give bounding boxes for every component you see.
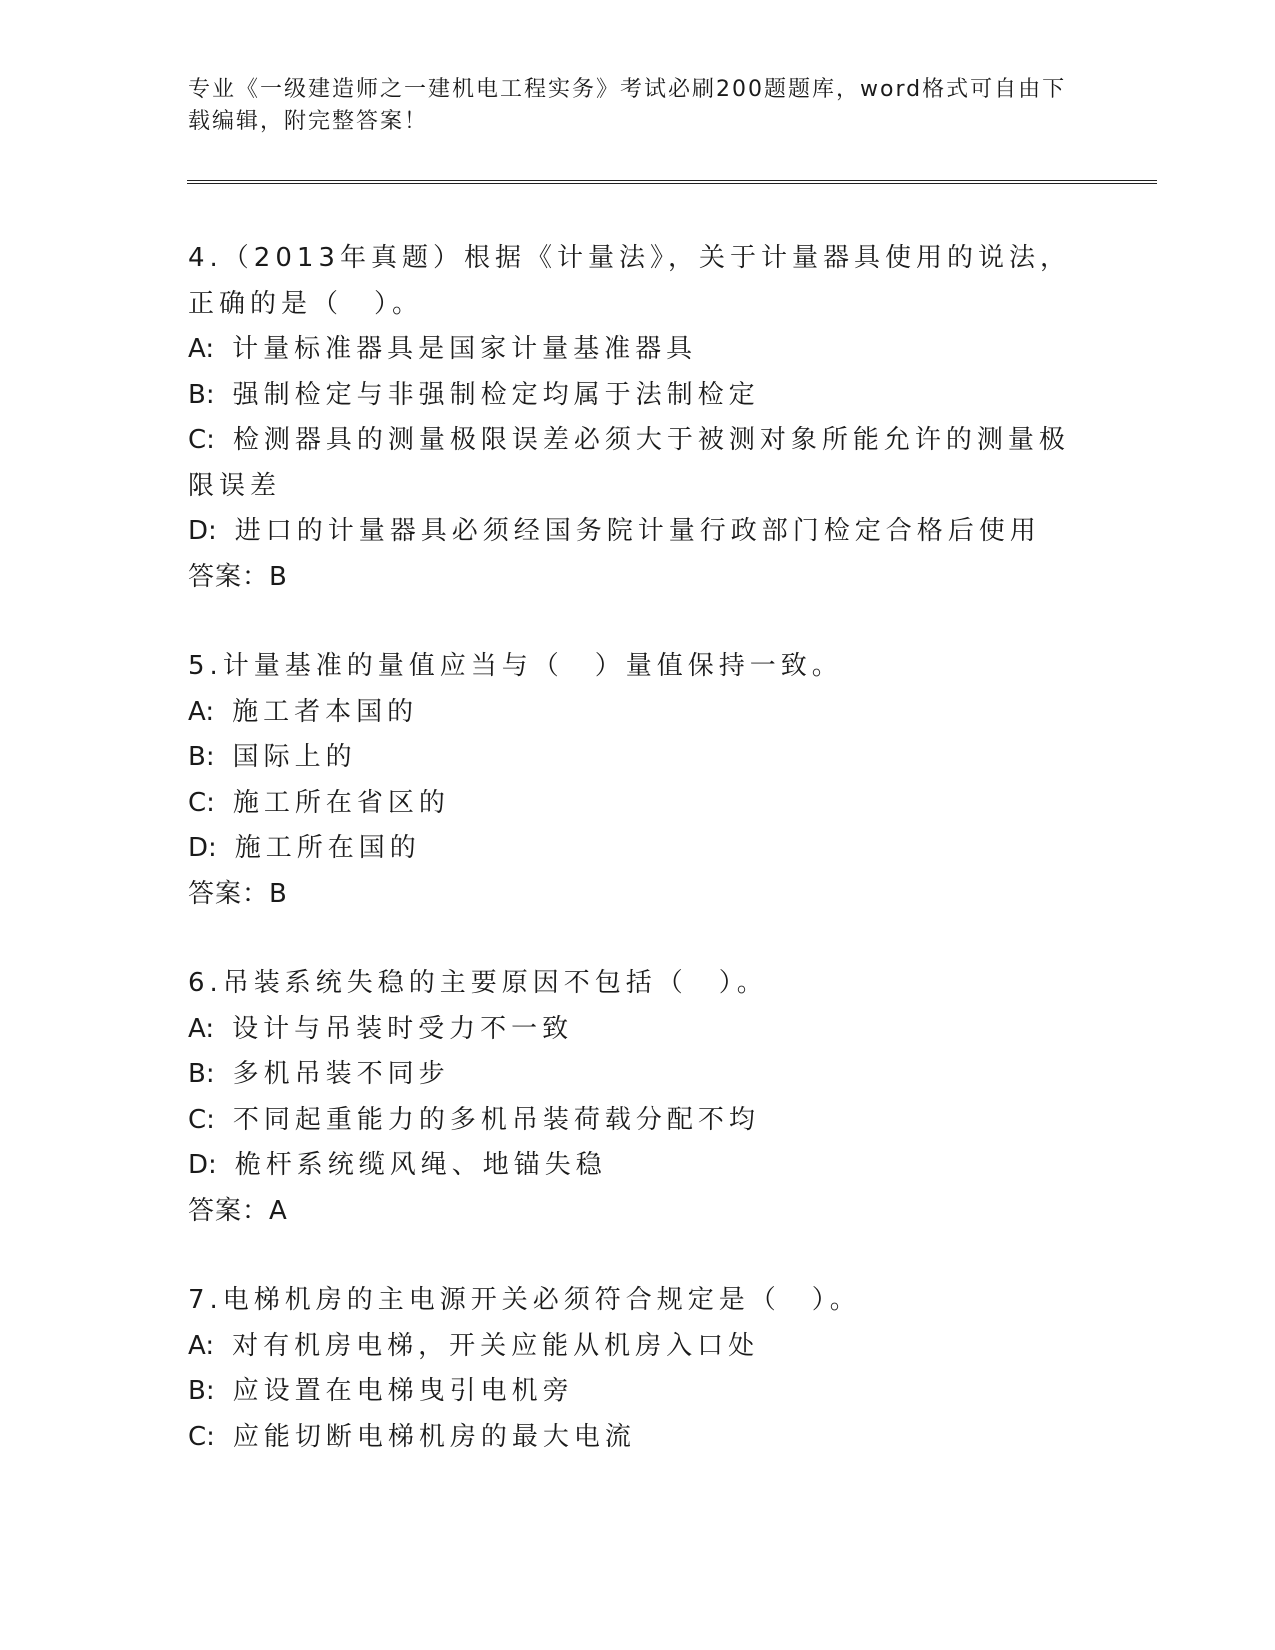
option-text: 强制检定与非强制检定均属于法制检定 <box>232 379 760 410</box>
option-a <box>188 690 1088 736</box>
option-text: 施工者本国的 <box>232 696 419 727</box>
question-6 <box>188 961 1088 1234</box>
option-text: 进口的计量器具必须经国务院计量行政部门检定合格后使用 <box>234 516 1041 546</box>
question-stem: 5.计量基准的量值应当与（ ）量值保持一致。 <box>188 651 843 681</box>
option-key: D: <box>188 1150 217 1180</box>
answer: 答案：B <box>188 561 288 592</box>
option-text: 多机吊装不同步 <box>232 1059 450 1089</box>
option-text: 设计与吊装时受力不一致 <box>232 1013 574 1044</box>
option-c <box>188 1415 1088 1461</box>
option-a <box>188 1324 1088 1370</box>
option-a <box>188 1007 1088 1053</box>
option-key: C: <box>188 425 215 455</box>
option-key: B: <box>188 1059 215 1089</box>
option-c <box>188 418 1088 509</box>
question-stem: 7.电梯机房的主电源开关必须符合规定是（ ）。 <box>188 1285 861 1315</box>
answer: 答案：A <box>188 1195 288 1226</box>
option-c <box>188 1098 1088 1144</box>
option-key: A: <box>188 1013 215 1044</box>
option-b <box>188 735 1088 781</box>
option-b <box>188 1369 1088 1415</box>
option-key: A: <box>188 696 215 727</box>
question-5 <box>188 644 1088 917</box>
option-key: D: <box>188 516 217 546</box>
option-text: 施工所在省区的 <box>232 787 450 818</box>
option-text: 国际上的 <box>232 742 357 772</box>
option-text: 桅杆系统缆风绳、地锚失稳 <box>234 1150 607 1180</box>
question-stem: 4.（2013年真题）根据《计量法》，关于计量器具使用的说法，正确的是（ ）。 <box>188 243 1071 319</box>
option-text: 检测器具的测量极限误差必须大于被测对象所能允许的测量极限误差 <box>188 425 1070 501</box>
question-7 <box>188 1278 1088 1460</box>
option-key: B: <box>188 742 215 772</box>
answer: 答案：B <box>188 878 288 909</box>
option-text: 应能切断电梯机房的最大电流 <box>232 1421 636 1452</box>
option-key: D: <box>188 833 217 863</box>
option-d <box>188 509 1088 555</box>
option-b <box>188 373 1088 419</box>
option-key: A: <box>188 1330 215 1361</box>
option-text: 不同起重能力的多机吊装荷载分配不均 <box>232 1104 760 1135</box>
option-key: A: <box>188 334 215 364</box>
option-text: 施工所在国的 <box>234 833 421 863</box>
option-key: C: <box>188 1421 215 1452</box>
option-b <box>188 1052 1088 1098</box>
question-list <box>188 236 1088 1504</box>
option-key: B: <box>188 379 215 410</box>
question-4 <box>188 236 1088 600</box>
option-d <box>188 826 1088 872</box>
option-text: 应设置在电梯曳引电机旁 <box>232 1376 574 1406</box>
question-stem: 6.吊装系统失稳的主要原因不包括（ ）。 <box>188 968 768 998</box>
option-d <box>188 1143 1088 1189</box>
option-text: 对有机房电梯，开关应能从机房入口处 <box>232 1330 760 1361</box>
document-header: 专业《一级建造师之一建机电工程实务》考试必刷200题题库，word格式可自由下载编辑，附完整答案！ <box>188 77 1067 134</box>
option-c <box>188 781 1088 827</box>
option-key: C: <box>188 787 215 818</box>
option-key: C: <box>188 1104 215 1135</box>
option-a <box>188 327 1088 373</box>
option-key: B: <box>188 1376 215 1406</box>
option-text: 计量标准器具是国家计量基准器具 <box>232 334 698 364</box>
header-divider <box>187 180 1157 184</box>
